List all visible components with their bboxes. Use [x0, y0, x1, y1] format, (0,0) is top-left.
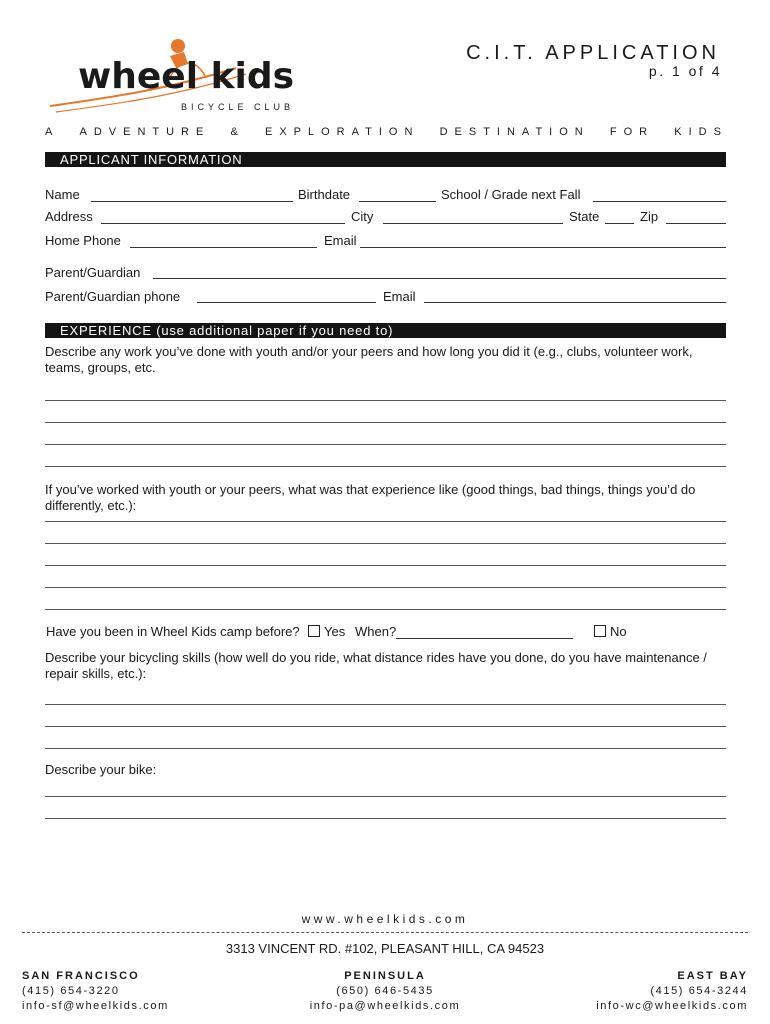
- office-email[interactable]: info-pa@wheelkids.com: [309, 1000, 461, 1012]
- answer-line[interactable]: [45, 466, 726, 467]
- footer-divider: [22, 932, 748, 933]
- parent-label: Parent/Guardian: [45, 265, 141, 280]
- answer-line[interactable]: [45, 796, 726, 797]
- office-peninsula: [285, 969, 485, 1014]
- email-field[interactable]: [360, 247, 726, 248]
- parent-phone-label: Parent/Guardian phone: [45, 289, 181, 304]
- no-option[interactable]: [594, 624, 627, 639]
- website-link[interactable]: www.wheelkids.com: [301, 912, 469, 926]
- answer-line[interactable]: [45, 818, 726, 819]
- section-header-experience: EXPERIENCE (use additional paper if you need to): [45, 323, 726, 338]
- parent-field[interactable]: [153, 278, 726, 279]
- tagline-word: FOR: [609, 126, 655, 138]
- zip-field[interactable]: [666, 223, 726, 224]
- yes-option[interactable]: [308, 624, 345, 639]
- parent-phone-field[interactable]: [197, 302, 376, 303]
- name-label: Name: [45, 187, 80, 202]
- parent-email-label: Email: [383, 289, 416, 304]
- school-label: School / Grade next Fall: [441, 187, 581, 202]
- logo-subtitle: BICYCLE CLUB: [181, 102, 295, 112]
- office-east-bay: [596, 969, 748, 1014]
- address-label: Address: [45, 209, 93, 224]
- logo-wordmark: wheel kids: [78, 56, 295, 97]
- tagline-word: KIDS: [674, 126, 728, 138]
- home-phone-field[interactable]: [130, 247, 317, 248]
- answer-line[interactable]: [45, 587, 726, 588]
- state-field[interactable]: [605, 223, 634, 224]
- office-phone: (650) 646-5435: [336, 985, 434, 997]
- page-number: p. 1 of 4: [648, 63, 722, 79]
- answer-line[interactable]: [45, 543, 726, 544]
- birthdate-field[interactable]: [359, 201, 436, 202]
- when-label: When?: [355, 624, 397, 639]
- yes-checkbox[interactable]: [308, 625, 320, 637]
- when-field[interactable]: [396, 638, 573, 639]
- state-label: State: [569, 209, 600, 224]
- answer-line[interactable]: [45, 521, 726, 522]
- answer-line[interactable]: [45, 609, 726, 610]
- birthdate-label: Birthdate: [298, 187, 351, 202]
- school-field[interactable]: [593, 201, 726, 202]
- question-bicycling-skills: Describe your bicycling skills (how well do you ride, what distance rides have you done, do you have maintenance / repair skills, etc.):: [45, 650, 707, 681]
- yes-label: Yes: [324, 624, 346, 639]
- zip-label: Zip: [640, 209, 659, 224]
- question-describe-bike: Describe your bike:: [45, 762, 157, 777]
- city-label: City: [351, 209, 374, 224]
- tagline-word: DESTINATION: [439, 126, 590, 138]
- name-field[interactable]: [91, 201, 293, 202]
- section-header-applicant: APPLICANT INFORMATION: [45, 152, 726, 167]
- wheel-kids-logo: [46, 38, 316, 118]
- parent-email-field[interactable]: [424, 302, 726, 303]
- office-phone: (415) 654-3220: [22, 985, 120, 997]
- office-email[interactable]: info-wc@wheelkids.com: [596, 1000, 748, 1012]
- footer-address: 3313 VINCENT RD. #102, PLEASANT HILL, CA 94523: [225, 941, 545, 956]
- office-name: PENINSULA: [344, 970, 426, 982]
- answer-line[interactable]: [45, 444, 726, 445]
- form-title: C.I.T. APPLICATION: [466, 42, 720, 64]
- office-phone: (415) 654-3244: [650, 985, 748, 997]
- answer-line[interactable]: [45, 726, 726, 727]
- tagline-word: EXPLORATION: [265, 126, 420, 138]
- city-field[interactable]: [383, 223, 563, 224]
- answer-line[interactable]: [45, 748, 726, 749]
- answer-line[interactable]: [45, 565, 726, 566]
- answer-line[interactable]: [45, 422, 726, 423]
- no-checkbox[interactable]: [594, 625, 606, 637]
- no-label: No: [610, 624, 627, 639]
- answer-line[interactable]: [45, 704, 726, 705]
- address-field[interactable]: [101, 223, 345, 224]
- office-email[interactable]: info-sf@wheelkids.com: [22, 1000, 169, 1012]
- office-san-francisco: [22, 969, 169, 1014]
- answer-line[interactable]: [45, 400, 726, 401]
- camp-question: Have you been in Wheel Kids camp before?: [46, 624, 300, 639]
- tagline-word: ADVENTURE: [79, 126, 211, 138]
- office-name: SAN FRANCISCO: [22, 970, 140, 982]
- tagline-word: A: [45, 126, 60, 138]
- email-label: Email: [324, 233, 357, 248]
- question-work-experience: Describe any work you’ve done with youth and/or your peers and how long you did it (e.g., clubs, volunteer work, teams, groups, etc.: [45, 344, 693, 375]
- tagline: [45, 126, 728, 138]
- office-name: EAST BAY: [677, 970, 748, 982]
- tagline-word: &: [230, 126, 245, 138]
- home-phone-label: Home Phone: [45, 233, 121, 248]
- question-experience-like: If you’ve worked with youth or your peers, what was that experience like (good things, bad things, things you’d do differently, etc.):: [45, 482, 696, 513]
